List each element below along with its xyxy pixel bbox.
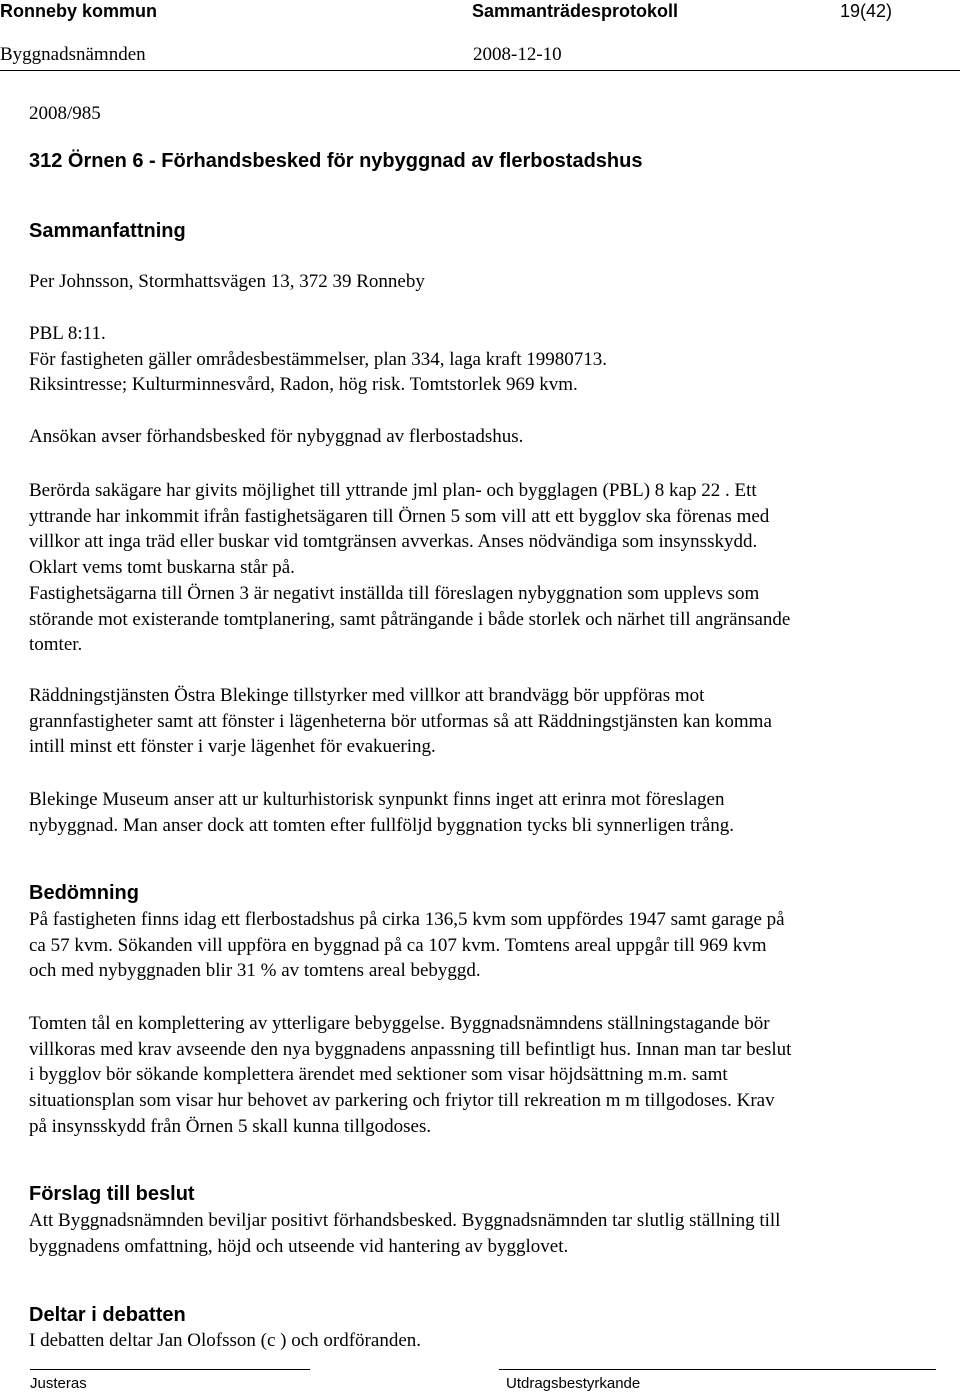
- paragraph-line: grannfastigheter samt att fönster i lägenheterna bör utformas så att Räddningstjänsten kan komma: [29, 710, 772, 732]
- header-rule: [0, 70, 960, 71]
- paragraph-line: PBL 8:11.: [29, 323, 106, 344]
- paragraph-line: ca 57 kvm. Sökanden vill uppföra en byggnad på ca 107 kvm. Tomtens areal uppgår till 969 kvm: [29, 934, 767, 956]
- paragraph-line: tomter.: [29, 634, 83, 656]
- footer-justeras: Justeras: [30, 1375, 87, 1392]
- rescue-service-paragraph: [29, 683, 939, 760]
- proposal-heading: Förslag till beslut: [29, 1183, 195, 1205]
- application-line: Ansökan avser förhandsbesked för nybyggnad av flerbostadshus.: [29, 426, 524, 447]
- paragraph-line: Berörda sakägare har givits möjlighet till yttrande jml plan- och bygglagen (PBL) 8 kap 22 . Ett: [29, 480, 757, 501]
- debate-line: I debatten deltar Jan Olofsson (c ) och ordföranden.: [29, 1330, 421, 1351]
- justeras-rule: [30, 1369, 310, 1370]
- paragraph-line: Att Byggnadsnämnden beviljar positivt förhandsbesked. Byggnadsnämnden tar slutlig ställning till: [29, 1210, 781, 1231]
- paragraph-line: Oklart vems tomt buskarna står på.: [29, 557, 295, 579]
- paragraph-line: yttrande har inkommit ifrån fastighetsägaren till Örnen 5 som vill att ett bygglov ska förenas med: [29, 505, 770, 527]
- paragraph-line: För fastigheten gäller områdesbestämmelser, plan 334, laga kraft 19980713.: [29, 348, 608, 370]
- municipality-name: Ronneby kommun: [0, 1, 158, 21]
- paragraph-line: På fastigheten finns idag ett flerbostadshus på cirka 136,5 kvm som uppfördes 1947 samt garage på: [29, 909, 785, 930]
- applicant-line: Per Johnsson, Stormhattsvägen 13, 372 39 Ronneby: [29, 271, 425, 292]
- paragraph-line: intill minst ett fönster i varje lägenhet för evakuering.: [29, 736, 436, 758]
- paragraph-line: nybyggnad. Man anser dock att tomten efter fullföljd byggnation tycks bli synnerligen trång.: [29, 814, 734, 836]
- paragraph-line: situationsplan som visar hur behovet av parkering och friytor till rekreation m m tillgodoses. Krav: [29, 1090, 775, 1112]
- page-number: 19(42): [840, 1, 893, 21]
- neighbours-paragraph: [29, 478, 939, 658]
- paragraph-line: byggnadens omfattning, höjd och utseende vid hantering av bygglovet.: [29, 1235, 569, 1257]
- utdrag-rule: [499, 1369, 936, 1370]
- proposal-paragraph: [29, 1208, 939, 1259]
- paragraph-line: Tomten tål en komplettering av ytterligare bebyggelse. Byggnadsnämndens ställningstagande bör: [29, 1013, 770, 1034]
- paragraph-line: Räddningstjänsten Östra Blekinge tillstyrker med villkor att brandvägg bör uppföras mot: [29, 685, 705, 706]
- paragraph-line: störande mot existerande tomtplanering, samt påträngande i både storlek och närhet till angränsande: [29, 608, 791, 630]
- paragraph-line: Fastighetsägarna till Örnen 3 är negativt inställda till föreslagen nybyggnation som upplevs som: [29, 582, 760, 604]
- document-type: Sammanträdesprotokoll: [472, 1, 679, 21]
- assessment-heading: Bedömning: [29, 882, 139, 904]
- meeting-date: 2008-12-10: [473, 44, 562, 65]
- paragraph-line: på insynsskydd från Örnen 5 skall kunna tillgodoses.: [29, 1115, 432, 1137]
- paragraph-line: Riksintresse; Kulturminnesvård, Radon, hög risk. Tomtstorlek 969 kvm.: [29, 374, 578, 396]
- paragraph-line: Blekinge Museum anser att ur kulturhistorisk synpunkt finns inget att erinra mot föreslagen: [29, 789, 725, 810]
- paragraph-line: villkor att inga träd eller buskar vid tomtgränsen avverkas. Anses nödvändiga som insynsskydd.: [29, 531, 758, 553]
- paragraph-line: villkoras med krav avseende den nya byggnadens anpassning till befintligt hus. Innan man tar beslut: [29, 1038, 792, 1060]
- case-number: 2008/985: [29, 103, 101, 124]
- assessment-paragraph: [29, 907, 939, 984]
- summary-heading: Sammanfattning: [29, 220, 186, 242]
- museum-paragraph: [29, 787, 939, 838]
- pbl-paragraph: [29, 321, 939, 398]
- footer-utdragsbestyrkande: Utdragsbestyrkande: [506, 1375, 641, 1392]
- paragraph-line: och med nybyggnaden blir 31 % av tomtens areal bebyggd.: [29, 960, 481, 982]
- page-title: 312 Örnen 6 - Förhandsbesked för nybyggnad av flerbostadshus: [29, 150, 643, 172]
- paragraph-line: i bygglov bör sökande komplettera ärendet med sektioner som visar höjdsättning m.m. samt: [29, 1064, 728, 1086]
- committee-name: Byggnadsnämnden: [0, 44, 146, 65]
- debate-heading: Deltar i debatten: [29, 1304, 186, 1326]
- assessment-paragraph-2: [29, 1011, 939, 1140]
